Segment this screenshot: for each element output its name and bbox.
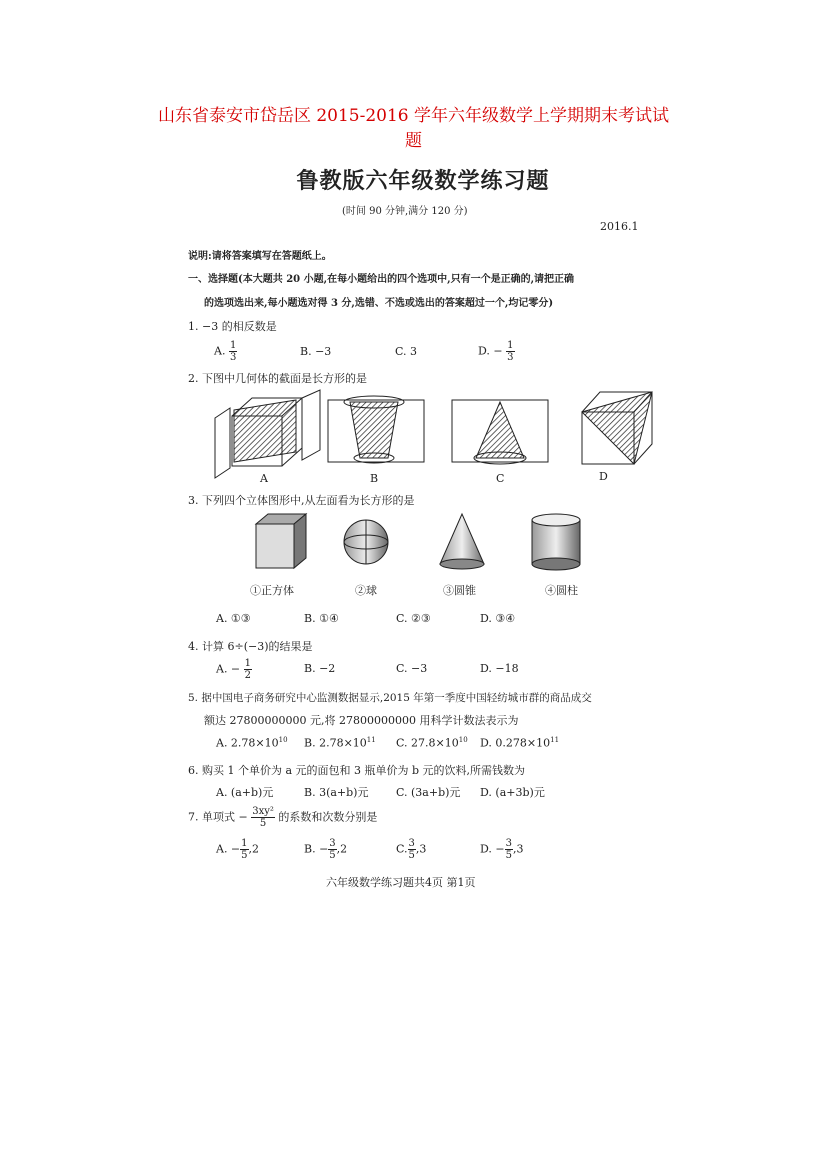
q1-option-d: D. − $\frac{1}{3}$ (478, 340, 514, 363)
section-heading: 一、选择题(本大题共 20 小题,在每小题给出的四个选项中,只有一个是正确的,请把正确 (188, 274, 575, 285)
exam-title: 鲁教版六年级数学练习题 (296, 168, 550, 194)
cylinder-shape (532, 514, 580, 570)
q4-option-a: A. − $\frac{1}{2}$ (216, 658, 252, 681)
sphere-shape (344, 520, 388, 564)
q6-stem: 6. 购买 1 个单价为 a 元的面包和 3 瓶单价为 b 元的饮料,所需钱数为 (188, 764, 526, 777)
q1-option-c: C. 3 (395, 345, 418, 358)
q6-option-b: B. 3(a+b)元 (304, 786, 369, 799)
q4-option-c: C. −3 (396, 662, 428, 675)
q2-stem: 2. 下图中几何体的截面是长方形的是 (188, 372, 367, 385)
q1-option-b: B. −3 (300, 345, 332, 358)
q7-option-c: C. $\frac{3}{5}$ ,3 (396, 838, 427, 861)
section-heading-cont: 的选项选出来,每小题选对得 3 分,选错、不选或选出的答案超过一个,均记零分) (204, 298, 554, 309)
q2-solid-b (328, 396, 424, 463)
q2-label-a: A (260, 472, 268, 485)
exam-note: 说明:请将答案填写在答题纸上。 (188, 251, 332, 262)
q3-shape-label-2: ②球 (355, 584, 377, 597)
q2-solid-c (452, 400, 548, 464)
q2-solid-d (582, 392, 652, 464)
q5-option-b: B. $2.78\times 10^{11}$ (304, 736, 376, 750)
scanned-exam-page (180, 152, 666, 892)
q5-stem: 5. 据中国电子商务研究中心监测数据显示,2015 年第一季度中国轻纺城市群的商品成交 (188, 692, 592, 704)
q3-shapes-figure (240, 512, 620, 574)
q5-option-c: C. $27.8\times 10^{10}$ (396, 736, 468, 750)
cone-shape (440, 514, 484, 569)
q7-option-a: A. − $\frac{1}{5}$ ,2 (216, 838, 260, 861)
q6-option-a: A. (a+b)元 (216, 786, 274, 799)
q5-option-d: D. $0.278\times 10^{11}$ (480, 736, 560, 750)
q3-option-c: C. ②③ (396, 612, 431, 625)
q3-stem: 3. 下列四个立体图形中,从左面看为长方形的是 (188, 494, 415, 507)
q7-option-b: B. − $\frac{3}{5}$ ,2 (304, 838, 348, 861)
q2-solids-figure (210, 388, 660, 480)
page-footer: 六年级数学练习题共4页 第1页 (326, 876, 476, 889)
q2-label-b: B (370, 472, 379, 485)
q5-option-a: A. $2.78\times 10^{10}$ (216, 736, 288, 750)
q7-stem: 7. 单项式 − $\frac{\text{3xy²}}{5}$ 的系数和次数分别是 (188, 806, 378, 829)
q1-stem: 1. −3 的相反数是 (188, 320, 277, 333)
q2-solid-a (215, 390, 320, 478)
q3-shape-label-1: ①正方体 (250, 584, 294, 597)
exam-subtitle: (时间 90 分钟,满分 120 分) (342, 206, 468, 217)
q3-option-d: D. ③④ (480, 612, 516, 625)
q2-label-d: D (599, 470, 608, 483)
q2-label-c: C (496, 472, 505, 485)
q5-stem-cont: 额达 27800000000 元,将 27800000000 用科学计数法表示为 (204, 714, 519, 727)
document-title-cont: 题 (405, 131, 422, 151)
document-title: 山东省泰安市岱岳区 2015-2016 学年六年级数学上学期期末考试试 (157, 106, 670, 126)
q4-option-d: D. −18 (480, 662, 519, 675)
q3-shape-label-3: ③圆锥 (443, 584, 476, 597)
q4-stem: 4. 计算 6÷(−3)的结果是 (188, 640, 313, 653)
q6-option-c: C. (3a+b)元 (396, 786, 461, 799)
q7-option-d: D. − $\frac{3}{5}$ ,3 (480, 838, 524, 861)
q4-option-b: B. −2 (304, 662, 336, 675)
exam-date: 2016.1 (600, 220, 639, 233)
cube-shape (256, 514, 306, 568)
q3-option-a: A. ①③ (216, 612, 251, 625)
q6-option-d: D. (a+3b)元 (480, 786, 545, 799)
q3-shape-label-4: ④圆柱 (545, 584, 578, 597)
q1-option-a: A. $\frac{1}{3}$ (214, 340, 237, 363)
q3-option-b: B. ①④ (304, 612, 339, 625)
